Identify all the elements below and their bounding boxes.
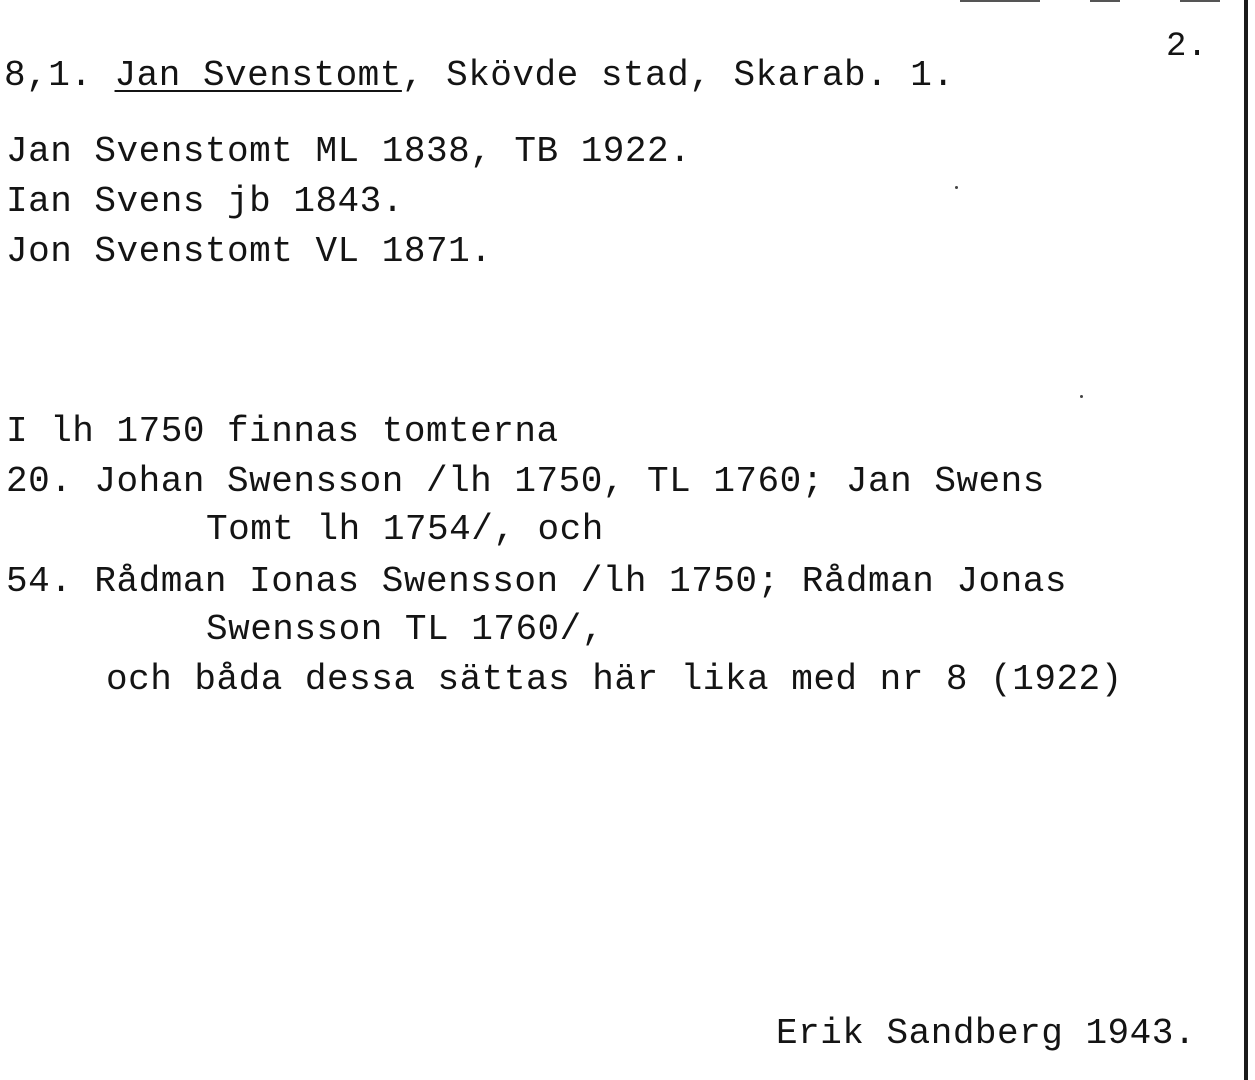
card-right-border bbox=[1244, 0, 1248, 1080]
paper-speck bbox=[955, 186, 958, 189]
body-line: 20. Johan Swensson /lh 1750, TL 1760; Jan Swens bbox=[6, 461, 1045, 502]
top-edge-mark bbox=[1090, 0, 1120, 2]
source-line: Jon Svenstomt VL 1871. bbox=[6, 231, 493, 272]
signature: Erik Sandberg 1943. bbox=[776, 1013, 1196, 1054]
body-line: 54. Rådman Ionas Swensson /lh 1750; Rådman Jonas bbox=[6, 561, 1067, 602]
body-line: I lh 1750 finnas tomterna bbox=[6, 411, 559, 452]
source-line: Ian Svens jb 1843. bbox=[6, 181, 404, 222]
body-line: Tomt lh 1754/, och bbox=[206, 509, 604, 550]
body-line: och båda dessa sättas här lika med nr 8 (1922) bbox=[106, 659, 1123, 700]
page-number: 2. bbox=[1166, 28, 1208, 66]
heading-prefix: 8,1. bbox=[4, 55, 115, 96]
heading-place-name: Jan Svenstomt bbox=[114, 55, 402, 96]
paper-speck bbox=[1080, 395, 1083, 398]
body-line: Swensson TL 1760/, bbox=[206, 609, 604, 650]
heading-rest: , Skövde stad, Skarab. 1. bbox=[401, 55, 955, 96]
top-edge-mark bbox=[960, 0, 1040, 2]
top-edge-mark bbox=[1180, 0, 1220, 2]
source-line: Jan Svenstomt ML 1838, TB 1922. bbox=[6, 131, 692, 172]
card-heading bbox=[4, 55, 955, 96]
